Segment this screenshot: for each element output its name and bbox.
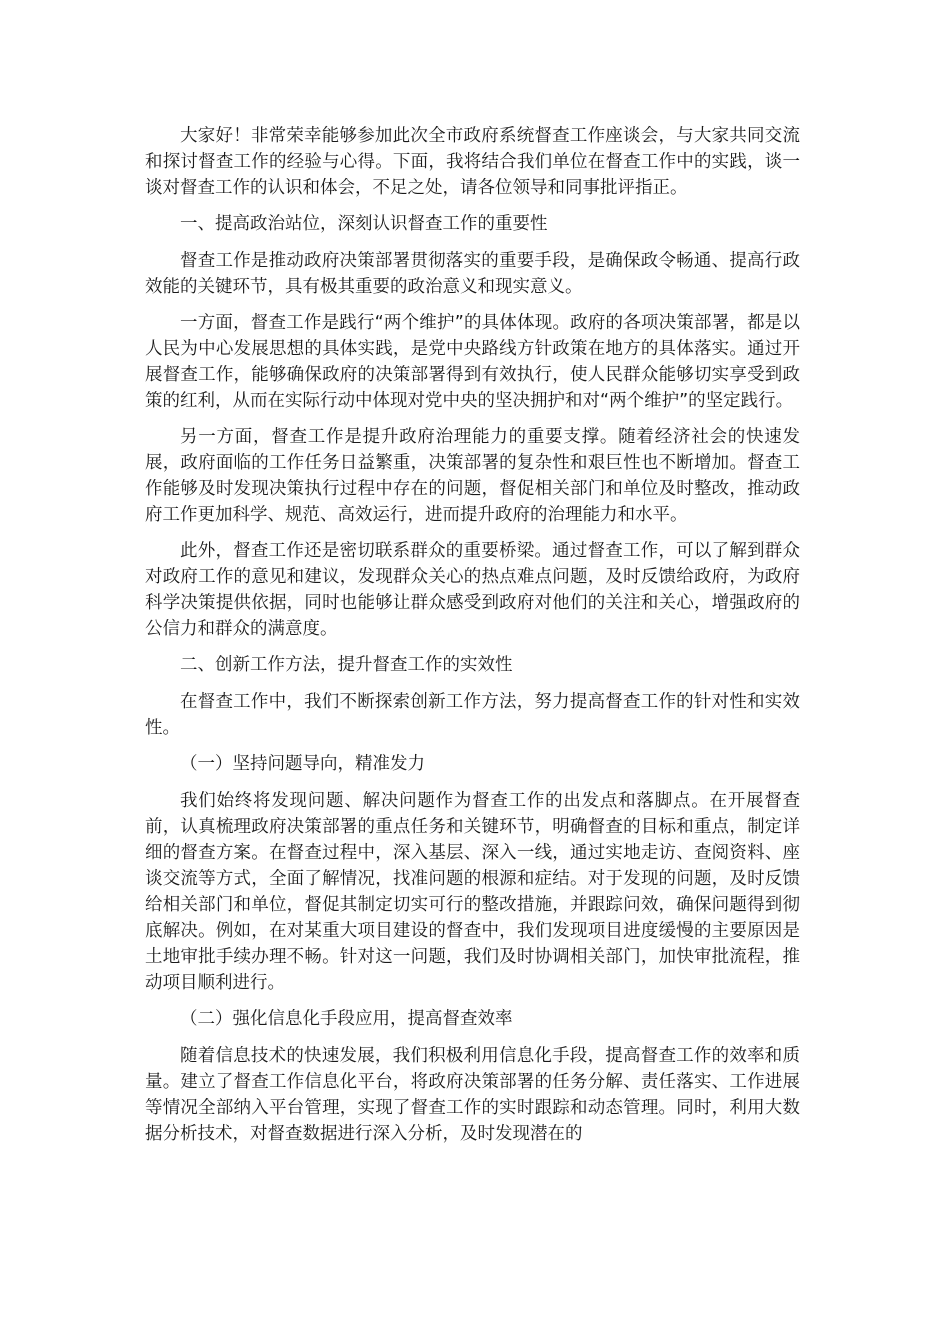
intro-paragraph: 大家好！非常荣幸能够参加此次全市政府系统督查工作座谈会，与大家共同交流和探讨督查工作的经验与心得。下面，我将结合我们单位在督查工作中的实践，谈一谈对督查工作的认识和体会，不足之处，请各位领导和同事批评指正。 — [145, 126, 800, 198]
body-paragraph: 另一方面，督查工作是提升政府治理能力的重要支撑。随着经济社会的快速发展，政府面临的工作任务日益繁重，决策部署的复杂性和艰巨性也不断增加。督查工作能够及时发现决策执行过程中存在的问题，督促相关部门和单位及时整改，推动政府工作更加科学、规范、高效运行，进而提升政府的治理能力和水平。 — [145, 427, 800, 525]
body-paragraph: 随着信息技术的快速发展，我们积极利用信息化手段，提高督查工作的效率和质量。建立了督查工作信息化平台，将政府决策部署的任务分解、责任落实、工作进展等情况全部纳入平台管理，实现了督查工作的实时跟踪和动态管理。同时，利用大数据分析技术，对督查数据进行深入分析，及时发现潜在的 — [145, 1046, 800, 1144]
section-heading-1: 一、提高政治站位，深刻认识督查工作的重要性 — [180, 214, 548, 234]
body-paragraph: 督查工作是推动政府决策部署贯彻落实的重要手段，是确保政令畅通、提高行政效能的关键环节，具有极其重要的政治意义和现实意义。 — [145, 251, 800, 297]
document-body — [145, 123, 800, 1157]
subsection-heading-1: （一）坚持问题导向，精准发力 — [180, 754, 425, 774]
body-paragraph: 我们始终将发现问题、解决问题作为督查工作的出发点和落脚点。在开展督查前，认真梳理政府决策部署的重点任务和关键环节，明确督查的目标和重点，制定详细的督查方案。在督查过程中，深入基层、深入一线，通过实地走访、查阅资料、座谈交流等方式，全面了解情况，找准问题的根源和症结。对于发现的问题，及时反馈给相关部门和单位，督促其制定切实可行的整改措施，并跟踪问效，确保问题得到彻底解决。例如，在对某重大项目建设的督查中，我们发现项目进度缓慢的主要原因是土地审批手续办理不畅。针对这一问题，我们及时协调相关部门，加快审批流程，推动项目顺利进行。 — [145, 791, 800, 993]
body-paragraph: 在督查工作中，我们不断探索创新工作方法，努力提高督查工作的针对性和实效性。 — [145, 692, 800, 738]
subsection-heading-2: （二）强化信息化手段应用，提高督查效率 — [180, 1009, 513, 1029]
section-heading-2: 二、创新工作方法，提升督查工作的实效性 — [180, 655, 513, 675]
body-paragraph: 一方面，督查工作是践行“两个维护”的具体体现。政府的各项决策部署，都是以人民为中心发展思想的具体实践，是党中央路线方针政策在地方的具体落实。通过开展督查工作，能够确保政府的决策部署得到有效执行，使人民群众能够切实享受到政策的红利，从而在实际行动中体现对党中央的坚决拥护和对“两个维护”的坚定践行。 — [145, 313, 800, 411]
body-paragraph: 此外，督查工作还是密切联系群众的重要桥梁。通过督查工作，可以了解到群众对政府工作的意见和建议，发现群众关心的热点难点问题，及时反馈给政府，为政府科学决策提供依据，同时也能够让群众感受到政府对他们的关注和关心，增强政府的公信力和群众的满意度。 — [145, 541, 800, 639]
